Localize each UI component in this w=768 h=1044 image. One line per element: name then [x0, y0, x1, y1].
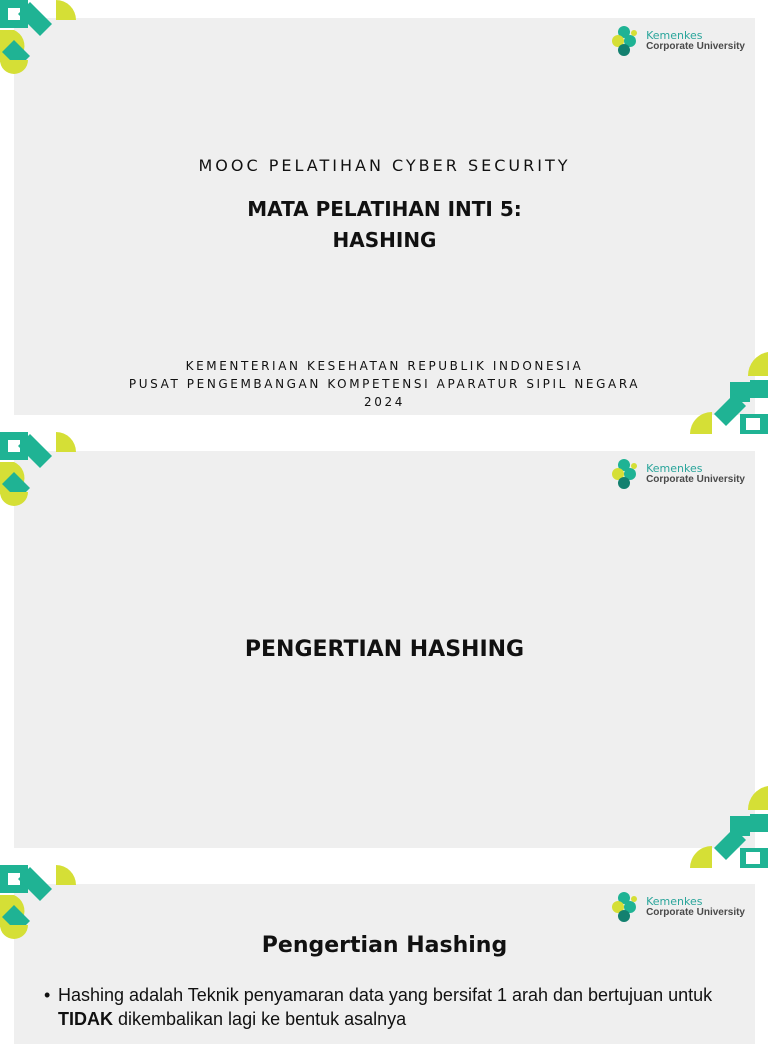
- bullet-text-bold: TIDAK: [58, 1009, 113, 1029]
- kemenkes-logo: [610, 890, 745, 924]
- kemenkes-logo-icon: [610, 890, 642, 924]
- slide-1-title-line-2: HASHING: [332, 228, 437, 252]
- slide-2-title: PENGERTIAN HASHING: [244, 637, 525, 662]
- kemenkes-logo-icon: [610, 24, 642, 58]
- corner-decoration-bottom-right-2: [690, 786, 768, 868]
- slide-1-footer-line-2: PUSAT PENGEMBANGAN KOMPETENSI APARATUR SIPIL NEGARA: [128, 377, 641, 391]
- kemenkes-logo: [610, 24, 745, 58]
- corner-decoration-top-left-3: [0, 865, 80, 945]
- slide-3: [14, 884, 755, 1044]
- logo-line-1: Kemenkes: [646, 29, 703, 42]
- logo-line-1: Kemenkes: [646, 895, 703, 908]
- slide-3-title: Pengertian Hashing: [261, 933, 508, 958]
- corner-decoration-bottom-right-1: [690, 352, 768, 434]
- kemenkes-logo-icon: [610, 457, 642, 491]
- bullet-text-part-1: Hashing adalah Teknik penyamaran data yang bersifat 1 arah dan bertujuan untuk: [58, 985, 713, 1005]
- slide-1-subtitle: MOOC PELATIHAN CYBER SECURITY: [198, 156, 571, 175]
- slide-1-title-line-1: MATA PELATIHAN INTI 5:: [247, 197, 522, 221]
- corner-decoration-top-left-1: [0, 0, 80, 80]
- slide-2: [14, 451, 755, 848]
- logo-line-2: Corporate University: [646, 41, 745, 52]
- bullet-text-part-2: dikembalikan lagi ke bentuk asalnya: [113, 1009, 407, 1029]
- slide-1-footer: [14, 357, 755, 411]
- slide-1-footer-line-1: KEMENTERIAN KESEHATAN REPUBLIK INDONESIA: [185, 359, 584, 373]
- slide-1: [14, 18, 755, 415]
- slide-1-title: [14, 194, 755, 256]
- corner-decoration-top-left-2: [0, 432, 80, 512]
- slide-1-footer-line-3: 2024: [364, 395, 405, 409]
- logo-line-1: Kemenkes: [646, 462, 703, 475]
- logo-line-2: Corporate University: [646, 474, 745, 485]
- kemenkes-logo: [610, 457, 745, 491]
- bullet-marker: •: [44, 985, 51, 1005]
- logo-line-2: Corporate University: [646, 907, 745, 918]
